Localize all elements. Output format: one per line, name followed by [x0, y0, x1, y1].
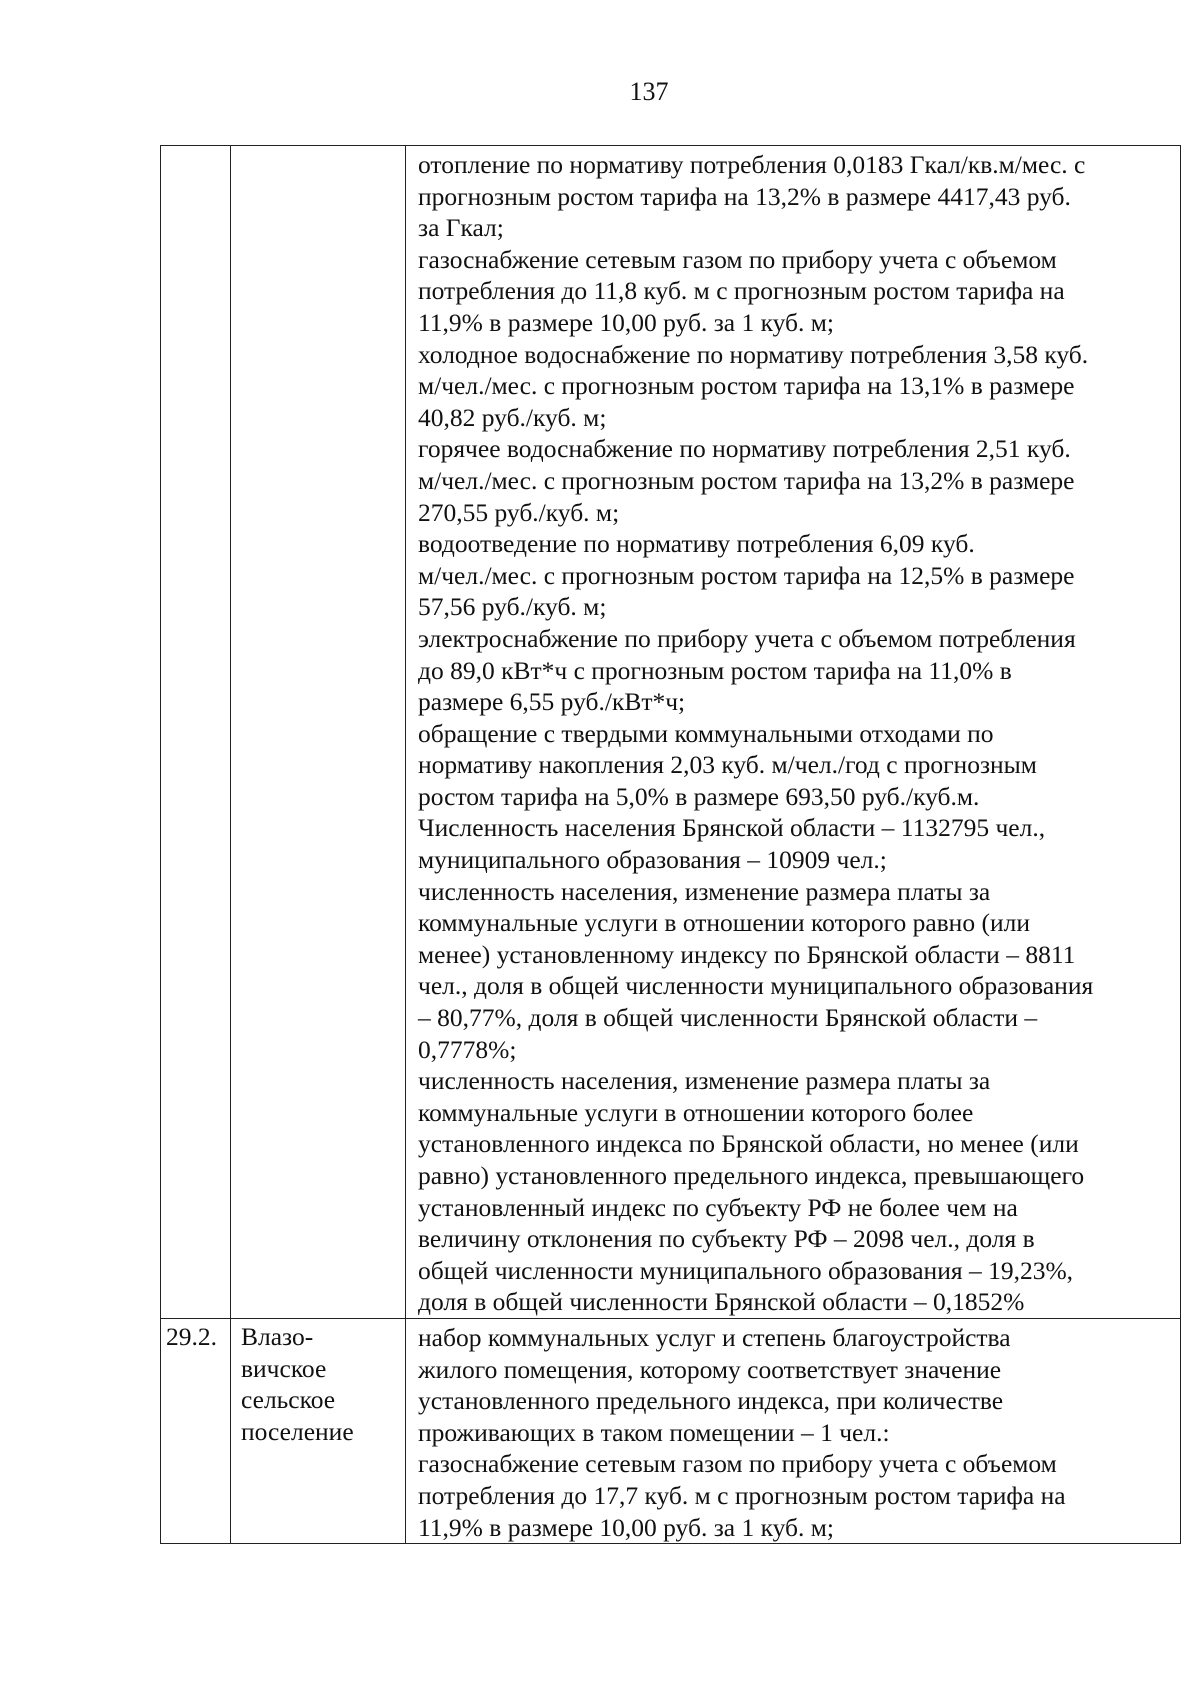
text-line: проживающих в таком помещении – 1 чел.: [418, 1417, 890, 1447]
text-line: газоснабжение сетевым газом по прибору учета с объемом [418, 1449, 1057, 1479]
text-line: Влазо- [241, 1321, 314, 1351]
text-line: ростом тарифа на 5,0% в размере 693,50 руб./куб.м. [418, 781, 980, 811]
text-line: газоснабжение сетевым газом по прибору учета с объемом [418, 244, 1057, 274]
page-number: 137 [629, 77, 669, 106]
table-row [161, 1318, 1181, 1543]
text-line: поселение [241, 1416, 354, 1446]
text-line: нормативу накопления 2,03 куб. м/чел./год с прогнозным [418, 750, 1037, 780]
text-line: м/чел./мес. с прогнозным ростом тарифа на 12,5% в размере [418, 560, 1075, 590]
tariff-content-cell [406, 1318, 1181, 1543]
text-line: жилого помещения, которому соответствует значение [418, 1354, 1002, 1384]
text-line: м/чел./мес. с прогнозным ростом тарифа на 13,2% в размере [418, 465, 1075, 495]
municipality-name-cell [231, 146, 406, 1319]
text-line: прогнозным ростом тарифа на 13,2% в размере 4417,43 руб. [418, 181, 1071, 211]
text-line: чел., доля в общей численности муниципального образования [418, 971, 1094, 1001]
text-line: потребления до 17,7 куб. м с прогнозным ростом тарифа на [418, 1480, 1066, 1510]
text-line: общей численности муниципального образования – 19,23%, [418, 1255, 1074, 1285]
text-line: сельское [241, 1385, 336, 1415]
text-line: численность населения, изменение размера платы за [418, 876, 991, 906]
table-row [161, 146, 1181, 1319]
text-line: Численность населения Брянской области – 1132795 чел., [418, 813, 1046, 843]
text-line: 11,9% в размере 10,00 руб. за 1 куб. м; [418, 307, 834, 337]
text-line: размере 6,55 руб./кВт*ч; [418, 687, 686, 717]
text-line: – 80,77%, доля в общей численности Брянской области – [418, 1003, 1038, 1033]
text-line: за Гкал; [418, 213, 504, 243]
text-line: 40,82 руб./куб. м; [418, 402, 607, 432]
text-line: численность населения, изменение размера платы за [418, 1066, 991, 1096]
text-line: 11,9% в размере 10,00 руб. за 1 куб. м; [418, 1512, 834, 1542]
text-line: муниципального образования – 10909 чел.; [418, 845, 887, 875]
text-line: коммунальные услуги в отношении которого более [418, 1097, 974, 1127]
text-line: водоотведение по нормативу потребления 6,09 куб. [418, 529, 975, 559]
text-line: доля в общей численности Брянской области – 0,1852% [418, 1287, 1025, 1317]
text-line: электроснабжение по прибору учета с объемом потребления [418, 623, 1076, 653]
text-line: м/чел./мес. с прогнозным ростом тарифа на 13,1% в размере [418, 371, 1075, 401]
text-line: менее) установленному индексу по Брянской области – 8811 [418, 939, 1076, 969]
text-line: равно) установленного предельного индекса, превышающего [418, 1161, 1085, 1190]
row-number-cell: 29.2. [161, 1318, 231, 1543]
text-line: отопление по нормативу потребления 0,0183 Гкал/кв.м/мес. с [418, 150, 1086, 179]
text-line: вичское [241, 1353, 327, 1383]
municipality-name-cell [231, 1318, 406, 1543]
text-line: потребления до 11,8 куб. м с прогнозным ростом тарифа на [418, 276, 1065, 306]
text-line: до 89,0 кВт*ч с прогнозным ростом тарифа на 11,0% в [418, 655, 1012, 685]
text-line: набор коммунальных услуг и степень благоустройства [418, 1322, 1011, 1352]
text-line: величину отклонения по субъекту РФ – 2098 чел., доля в [418, 1224, 1035, 1254]
text-line: установленный индекс по субъекту РФ не более чем на [418, 1192, 1018, 1222]
tariff-content-cell [406, 146, 1181, 1319]
text-line: холодное водоснабжение по нормативу потребления 3,58 куб. [418, 339, 1089, 369]
tariff-table [160, 145, 1181, 1544]
text-line: 0,7778%; [418, 1034, 517, 1064]
text-line: 270,55 руб./куб. м; [418, 497, 620, 527]
text-line: установленного индекса по Брянской области, но менее (или [418, 1129, 1079, 1159]
text-line: 57,56 руб./куб. м; [418, 592, 607, 622]
row-number-cell [161, 146, 231, 1319]
text-line: горячее водоснабжение по нормативу потребления 2,51 куб. [418, 434, 1071, 464]
text-line: обращение с твердыми коммунальными отходами по [418, 718, 994, 748]
text-line: коммунальные услуги в отношении которого равно (или [418, 908, 1030, 938]
text-line: установленного предельного индекса, при количестве [418, 1386, 1004, 1416]
